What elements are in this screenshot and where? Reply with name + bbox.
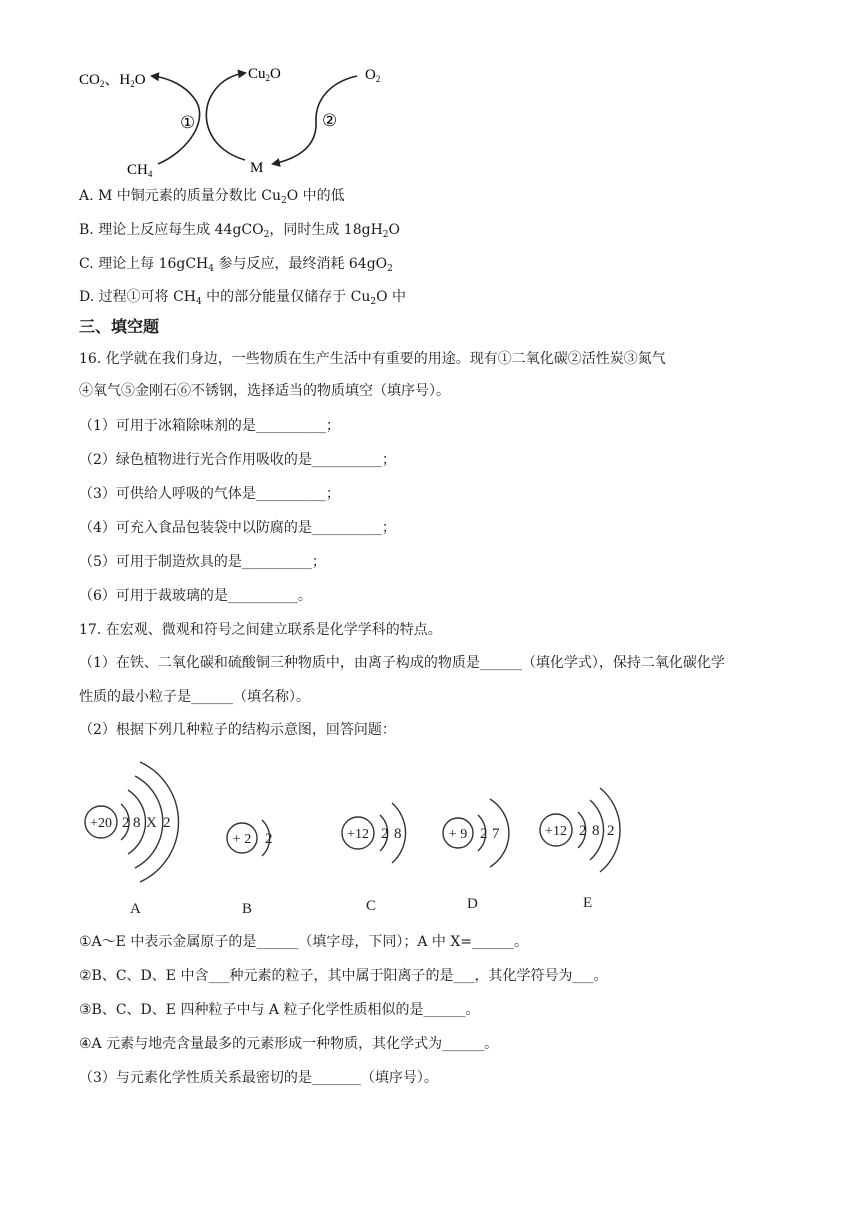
q16-item: （4）可充入食品包装袋中以防腐的是__________； bbox=[79, 520, 396, 536]
label-m: M bbox=[250, 160, 264, 176]
q16-stem-line1: 16. 化学就在我们身边，一些物质在生产生活中有重要的用途。现有①二氧化碳②活性炭③氮气 bbox=[79, 351, 666, 367]
q17-part2-intro: （2）根据下列几种粒子的结构示意图，回答问题： bbox=[79, 722, 396, 738]
q16-item: （2）绿色植物进行光合作用吸收的是__________； bbox=[79, 452, 396, 468]
arrow-m-to-cu2o bbox=[206, 73, 245, 160]
atom-a-label: A bbox=[130, 901, 141, 917]
atom-b-electrons: 2 bbox=[265, 831, 273, 847]
atom-d-nucleus-charge: + 9 bbox=[448, 827, 468, 842]
atom-b-label: B bbox=[242, 901, 253, 917]
label-o2: $O_2$ bbox=[365, 67, 381, 84]
q16-item: （6）可用于裁玻璃的是__________。 bbox=[79, 588, 312, 604]
section-heading: 三、填空题 bbox=[79, 317, 160, 336]
option-a: A. M 中铜元素的质量分数比 $Cu_2O$ 中的低 bbox=[79, 188, 345, 206]
marker-process-1: ① bbox=[180, 113, 196, 132]
arrow-o2-to-m bbox=[273, 76, 357, 164]
atom-e-electrons: 2 bbox=[607, 823, 615, 839]
q16-item: （5）可用于制造炊具的是__________； bbox=[79, 554, 326, 570]
atom-structure-diagrams bbox=[0, 750, 860, 920]
atom-c-electrons: 8 bbox=[394, 826, 402, 842]
atom-a-electrons: 8 bbox=[133, 815, 141, 831]
atom-a-electrons: 2 bbox=[163, 815, 171, 831]
q17-part1-line2: 性质的最小粒子是______（填名称）。 bbox=[79, 689, 310, 705]
q17-part1-line1: （1）在铁、二氧化碳和硫酸铜三种物质中，由离子构成的物质是______（填化学式），保持二氧化碳化学 bbox=[79, 655, 725, 671]
q16-stem-line2: ④氧气⑤金刚石⑥不锈钢，选择适当的物质填空（填序号）。 bbox=[79, 383, 450, 399]
q17-sub3: ③B、C、D、E 四种粒子中与 A 粒子化学性质相似的是______。 bbox=[79, 1002, 480, 1018]
q17-stem: 17. 在宏观、微观和符号之间建立联系是化学学科的特点。 bbox=[79, 622, 442, 638]
q17-sub1: ①A～E 中表示金属原子的是______（填字母，下同）；A 中 X=______。 bbox=[79, 934, 529, 950]
atom-a-electrons: 2 bbox=[122, 815, 130, 831]
q17-sub4: ④A 元素与地壳含量最多的元素形成一种物质，其化学式为______。 bbox=[79, 1036, 499, 1052]
atom-c-electrons: 2 bbox=[381, 826, 389, 842]
option-d: D. 过程①可将 $CH_4$ 中的部分能量仅储存于 $Cu_2O$ 中 bbox=[79, 289, 407, 307]
label-co2-h2o: $CO_2$、$H_2O$ bbox=[79, 72, 146, 89]
atom-e-electrons: 8 bbox=[592, 823, 600, 839]
atom-e-label: E bbox=[583, 895, 593, 911]
label-ch4: $CH_4$ bbox=[127, 162, 153, 179]
option-c: C. 理论上每 16gCH$_4$ 参与反应，最终消耗 $64gO_2$ bbox=[79, 256, 393, 274]
atom-d-electrons: 7 bbox=[492, 826, 500, 842]
atom-c-nucleus-charge: +12 bbox=[347, 827, 369, 842]
reaction-cycle-diagram bbox=[0, 55, 420, 245]
atom-a-nucleus-charge: +20 bbox=[90, 816, 112, 831]
q16-item: （3）可供给人呼吸的气体是__________； bbox=[79, 486, 340, 502]
q17-sub2: ②B、C、D、E 中含___种元素的粒子，其中属于阳离子的是___，其化学符号为___。 bbox=[79, 968, 608, 984]
q16-item: （1）可用于冰箱除味剂的是__________； bbox=[79, 418, 340, 434]
atom-e-electrons: 2 bbox=[579, 823, 587, 839]
atom-a-electrons: X bbox=[146, 815, 157, 831]
atom-d-label: D bbox=[467, 896, 478, 912]
atom-e-nucleus-charge: +12 bbox=[545, 824, 567, 839]
atom-b-nucleus-charge: + 2 bbox=[232, 832, 252, 847]
marker-process-2: ② bbox=[322, 111, 338, 130]
atom-c-label: C bbox=[366, 898, 377, 914]
option-b: B. 理论上反应每生成 44gCO$_2$，同时生成 $18gH_2O$ bbox=[79, 222, 400, 240]
atom-d-electrons: 2 bbox=[480, 826, 488, 842]
label-cu2o: $Cu_2O$ bbox=[248, 66, 281, 83]
q17-part3: （3）与元素化学性质关系最密切的是_______（填序号）。 bbox=[79, 1070, 438, 1086]
